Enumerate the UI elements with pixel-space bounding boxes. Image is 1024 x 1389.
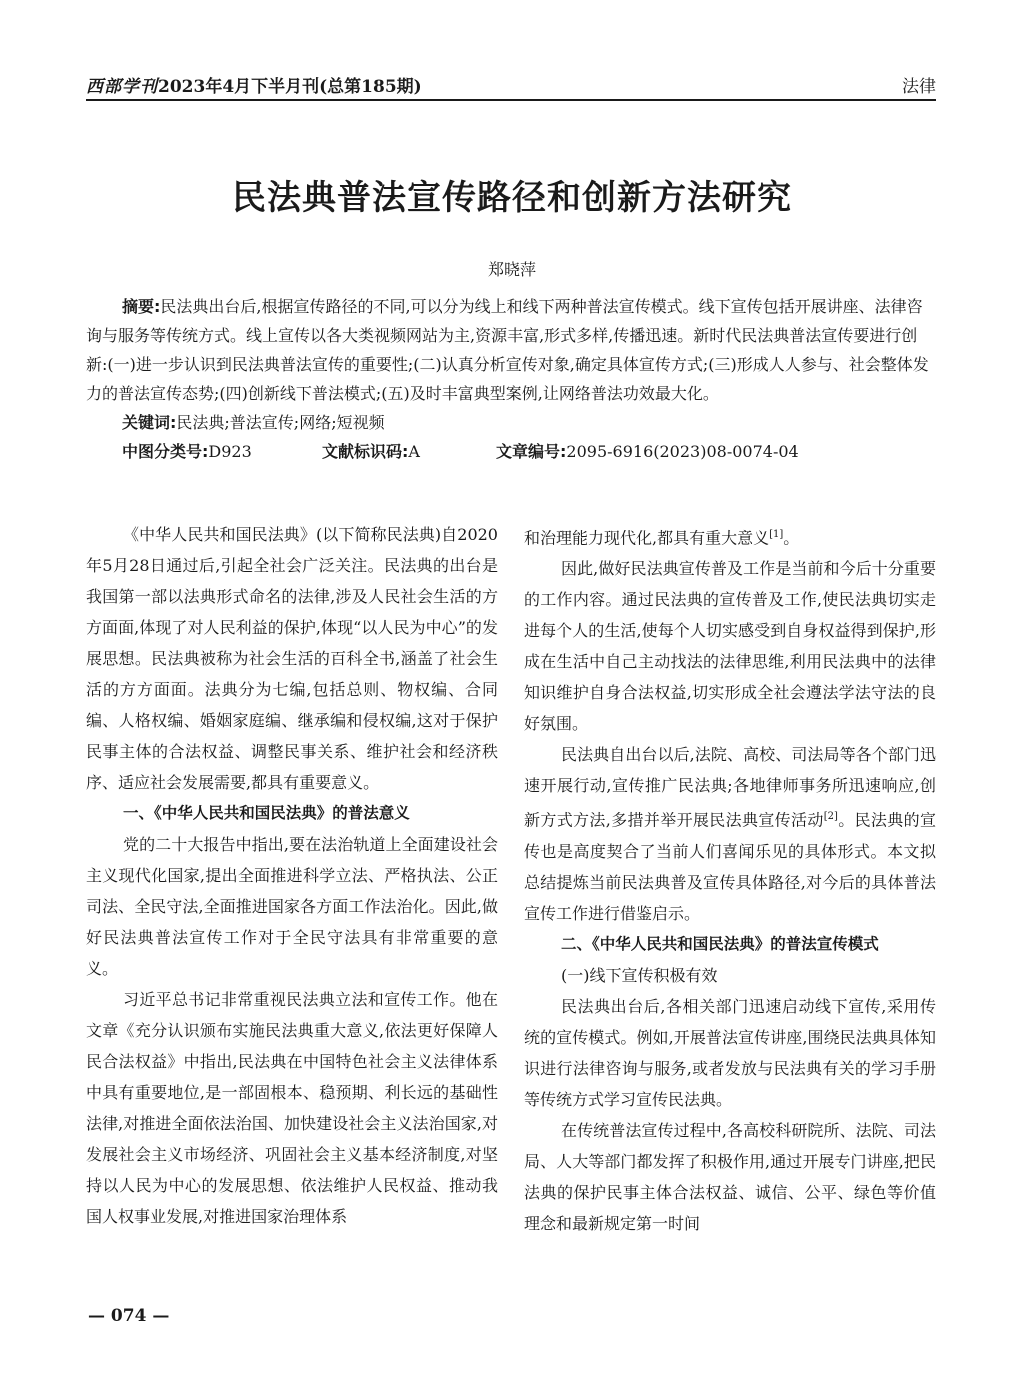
article-number [496,437,799,466]
abstract-text: 民法典出台后,根据宣传路径的不同,可以分为线上和线下两种普法宣传模式。线下宣传包括开展讲座、法律咨询与服务等传统方式。线上宣传以各大类视频网站为主,资源丰富,形式多样,传播迅速。新时代民法典普法宣传要进行创新:(一)进一步认识到民法典普法宣传的重要性;(二)认真分析宣传对象,确定具体宣传方式;(三)形成人人参与、社会整体发力的普法宣传态势;(四)创新线下普法模式;(五)及时丰富典型案例,让网络普法功效最大化。 [86,297,929,403]
clc-label: 中图分类号: [122,442,209,461]
abstract-block [86,292,938,466]
article-title: 民法典普法宣传路径和创新方法研究 [232,178,792,218]
body-column-right [524,519,936,1239]
abstract-label: 摘要: [122,297,161,316]
body-paragraph: 习近平总书记非常重视民法典立法和宣传工作。他在文章《充分认识颁布实施民法典重大意义,依法更好保障人民合法权益》中指出,民法典在中国特色社会主义法律体系中具有重要地位,是一部固根本、稳预期、利长远的基础性法律,对推进全面依法治国、加快建设社会主义法治国家,对发展社会主义市场经济、巩固社会主义基本经济制度,对坚持以人民为中心的发展思想、依法维护人民权益、推动我国人权事业发展,对推进国家治理体系 [86,990,498,1226]
keywords [86,408,938,437]
header-rule [86,99,936,101]
clc-value: D923 [208,442,252,461]
body-paragraph: 在传统普法宣传过程中,各高校科研院所、法院、司法局、人大等部门都发挥了积极作用,通过开展专门讲座,把民法典的保护民事主体合法权益、诚信、公平、绿色等价值理念和最新规定第一时间 [524,1120,936,1233]
doc-label: 文献标识码: [322,442,409,461]
paragraph-text: 民法典自出台以后,法院、高校、司法局等各个部门迅速开展行动,宣传推广民法典;各地律师事务所迅速响应,创新方式方法,多措并举开展民法典宣传活动 [524,745,936,830]
article-author: 郑晓萍 [487,260,536,279]
keywords-label: 关键词: [122,413,177,432]
clc-code [122,437,322,466]
section-label: 法律 [902,77,936,97]
subsection-heading: (一)线下宣传积极有效 [561,965,718,985]
section-heading: 一、《中华人民共和国民法典》的普法意义 [123,804,410,822]
section-heading: 二、《中华人民共和国民法典》的普法宣传模式 [561,934,879,953]
body-paragraph: 因此,做好民法典宣传普及工作是当前和今后十分重要的工作内容。通过民法典的宣传普及工作,使民法典切实走进每个人的生活,使每个人切实感受到自身权益得到保护,形成在生活中自己主动找法的法律思维,利用民法典中的法律知识维护自身合法权益,切实形成全社会遵法学法守法的良好氛围。 [524,559,936,734]
page-number: — 074 — [88,1306,170,1326]
paragraph-text: 。民法典的宣传也是高度契合了当前人们喜闻乐见的具体形式。本文拟总结提炼当前民法典普及宣传具体路径,对今后的具体普法宣传工作进行借鉴启示。 [524,810,936,923]
citation-ref: [1] [769,529,784,540]
issue-info: 2023年4月下半月刊(总第185期) [158,77,422,97]
body-paragraph: 民法典出台后,各相关部门迅速启动线下宣传,采用传统的宣传模式。例如,开展普法宣传讲座,围绕民法典具体知识进行法律咨询与服务,或者发放与民法典有关的学习手册等传统方式学习宣传民法典。 [524,996,936,1109]
body-paragraph-continued [524,519,936,553]
paragraph-text: 和治理能力现代化,都具有重大意义 [524,528,770,548]
abstract [86,292,938,408]
journal-issue-line [86,72,422,97]
keywords-text: 民法典;普法宣传;网络;短视频 [176,413,385,432]
doc-value: A [408,442,420,461]
article-number-label: 文章编号: [496,442,567,461]
body-column-left [86,519,498,1232]
running-header [86,70,936,98]
body-paragraph: 《中华人民共和国民法典》(以下简称民法典)自2020年5月28日通过后,引起全社会广泛关注。民法典的出台是我国第一部以法典形式命名的法律,涉及人民社会生活的方方面面,体现了对人民利益的保护,体现“以人民为中心”的发展思想。民法典被称为社会生活的百科全书,涵盖了社会生活的方方面面。法典分为七编,包括总则、物权编、合同编、人格权编、婚姻家庭编、继承编和侵权编,这对于保护民事主体的合法权益、调整民事关系、维护社会和经济秩序、适应社会发展需要,都具有重要意义。 [86,525,498,792]
body-paragraph [524,739,936,928]
citation-ref: [2] [823,811,838,823]
body-paragraph: 党的二十大报告中指出,要在法治轨道上全面建设社会主义现代化国家,提出全面推进科学立法、严格执法、公正司法、全民守法,全面推进国家各方面工作法治化。因此,做好民法典普法宣传工作对于全民守法具有非常重要的意义。 [86,835,498,978]
journal-name: 西部学刊 [86,77,158,97]
classification-row [86,437,938,466]
paragraph-end: 。 [783,528,800,548]
article-number-value: 2095-6916(2023)08-0074-04 [566,442,799,461]
doc-code [322,437,496,466]
